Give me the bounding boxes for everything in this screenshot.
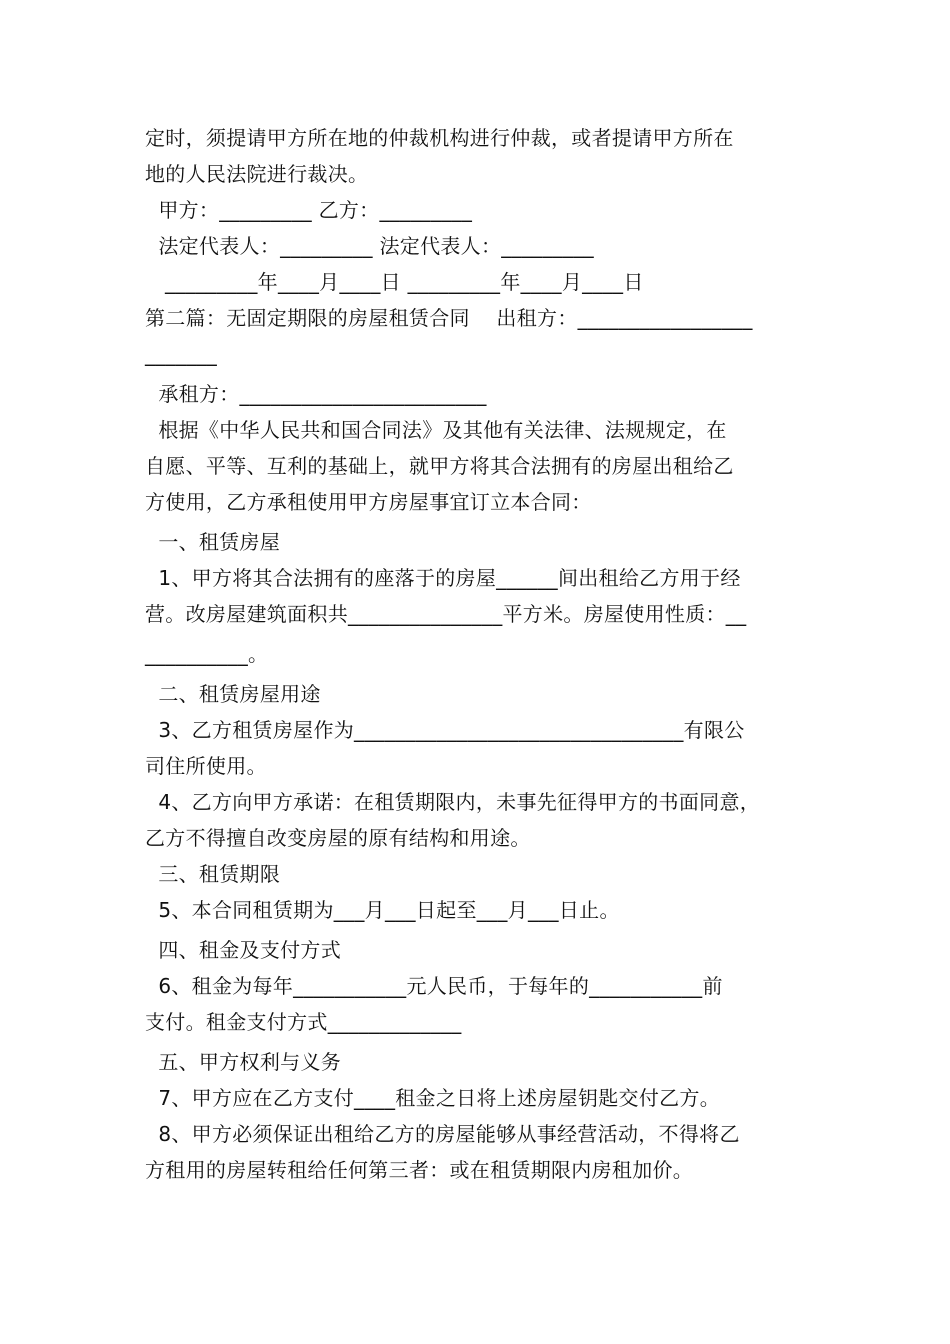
text-line: 司住所使用。 — [145, 754, 267, 778]
text-line: 乙方不得擅自改变房屋的原有结构和用途。 — [145, 826, 531, 850]
text-line: 一、租赁房屋 — [145, 530, 281, 554]
text-line: 方租用的房屋转租给任何第三者：或在租赁期限内房租加价。 — [145, 1158, 694, 1182]
text-line: 方使用，乙方承租使用甲方房屋事宜订立本合同： — [145, 490, 592, 514]
text-line: 1、甲方将其合法拥有的座落于的房屋______间出租给乙方用于经 — [145, 566, 741, 590]
text-line: 7、甲方应在乙方支付____租金之日将上述房屋钥匙交付乙方。 — [145, 1086, 721, 1110]
text-line: 6、租金为每年___________元人民币，于每年的___________前 — [145, 974, 723, 998]
text-line: __________。 — [145, 642, 269, 666]
text-line: _______ — [145, 342, 218, 366]
text-line: 营。改房屋建筑面积共_______________平方米。房屋使用性质：__ — [145, 602, 747, 626]
text-line: 8、甲方必须保证出租给乙方的房屋能够从事经营活动，不得将乙 — [145, 1122, 740, 1146]
text-line: 4、乙方向甲方承诺：在租赁期限内，未事先征得甲方的书面同意， — [145, 790, 761, 814]
text-line: 四、租金及支付方式 — [145, 938, 342, 962]
text-line: 五、甲方权利与义务 — [145, 1050, 342, 1074]
text-line: _________年____月____日 _________年____月____日 — [145, 270, 644, 294]
text-line: 法定代表人：_________ 法定代表人：_________ — [145, 234, 594, 258]
text-line: 3、乙方租赁房屋作为________________________________有限公 — [145, 718, 745, 742]
text-line: 第二篇：无固定期限的房屋租赁合同 出租方：_________________ — [145, 306, 753, 330]
text-line: 支付。租金支付方式_____________ — [145, 1010, 462, 1034]
text-line: 二、租赁房屋用途 — [145, 682, 321, 706]
text-line: 地的人民法院进行裁决。 — [145, 162, 369, 186]
text-line: 自愿、平等、互利的基础上，就甲方将其合法拥有的房屋出租给乙 — [145, 454, 734, 478]
text-line: 三、租赁期限 — [145, 862, 281, 886]
text-line: 5、本合同租赁期为___月___日起至___月___日止。 — [145, 898, 620, 922]
text-line: 甲方：_________ 乙方：_________ — [145, 198, 473, 222]
text-line: 承租方：________________________ — [145, 382, 487, 406]
text-line: 定时，须提请甲方所在地的仲裁机构进行仲裁，或者提请甲方所在 — [145, 126, 734, 150]
text-line: 根据《中华人民共和国合同法》及其他有关法律、法规规定，在 — [145, 418, 727, 442]
